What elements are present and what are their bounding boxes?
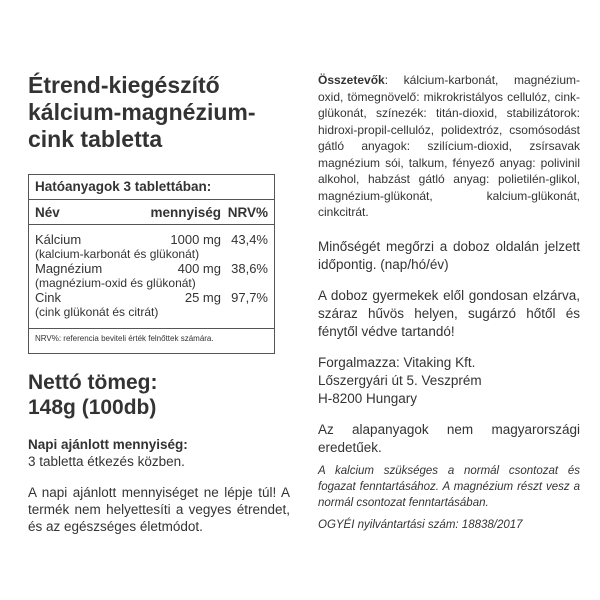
row-name: Cink [35, 290, 62, 305]
table-body [29, 225, 274, 329]
dosage-heading: Napi ajánlott mennyiség: [28, 437, 188, 452]
column-name: Név [35, 204, 60, 220]
distributor-line: Lőszergyári út 5. Veszprém [318, 372, 482, 388]
net-weight-label: Nettó tömeg: [28, 371, 158, 394]
product-title-line-1: Étrend-kiegészítő [28, 72, 220, 98]
row-nrv: 43,4% [231, 232, 268, 247]
column-nrv: NRV% [227, 204, 268, 220]
table-heading: Hatóanyagok 3 tablettában: [29, 175, 274, 200]
table-row [35, 261, 268, 290]
active-ingredients-table [28, 174, 275, 354]
row-note: (magnézium-oxid és glükonát) [35, 276, 196, 290]
best-before: Minőségét megőrzi a doboz oldalán jelzett időpontig. (nap/hó/év) [318, 238, 580, 272]
row-amount: 25 mg [184, 290, 221, 305]
health-claim: A kalcium szükséges a normál csontozat és fogazat fenntartásához. A magnézium részt vesz a normál csontozat fenntartásában. [318, 464, 580, 509]
ingredients [318, 72, 580, 221]
registration-number: OGYÉI nyilvántartási szám: 18838/2017 [318, 518, 523, 531]
product-title-line-3: cink tabletta [28, 126, 163, 152]
product-title-block [28, 72, 290, 153]
row-amount: 1000 mg [170, 232, 221, 247]
product-title-line-2: kálcium-magnézium- [28, 99, 256, 125]
row-nrv: 38,6% [231, 261, 268, 276]
table-footnote: NRV%: referencia beviteli érték felnőttek számára. [35, 334, 214, 343]
storage-instructions: A doboz gyermekek elől gondosan elzárva, száraz hűvös helyen, sugárzó hőtől és fénytől védve tartandó! [318, 287, 580, 339]
daily-dosage [28, 436, 188, 470]
table-row [35, 290, 268, 319]
dosage-warning: A napi ajánlott mennyiséget ne lépje túl! A termék nem helyettesíti a vegyes étrendet, és az egészséges életmódot. [28, 485, 290, 534]
net-weight [28, 370, 158, 420]
right-column [318, 72, 580, 533]
table-row [35, 232, 268, 261]
row-name: Magnézium [35, 261, 103, 276]
dosage-text: 3 tabletta étkezés közben. [28, 454, 185, 469]
row-name: Kálcium [35, 232, 82, 247]
ingredients-text: : kálcium-karbonát, magnézium-oxid, tömegnövelő: mikrokristályos cellulóz, cink-glükonát, színezék: titán-dioxid, stabilizátorok: hidroxi-propil-cellulóz, polidextróz, csomósodást gátló anyagok: szilícium-dioxid, zsírsavak magnézium sói, talkum, fényező anyag: polivinil alkohol, habzást gátló anyag: polietilén-glikol, magnézium-glükonát, kalcium-glükonát, cinkcitrát. [318, 73, 580, 219]
row-note: (kalcium-karbonát és glükonát) [35, 247, 200, 261]
net-weight-value: 148g (100db) [28, 396, 157, 419]
column-amount: mennyiség [150, 204, 221, 220]
row-amount: 400 mg [177, 261, 221, 276]
ingredients-label: Összetevők [318, 73, 385, 87]
table-column-headers [29, 200, 274, 225]
distributor-line: H-8200 Hungary [318, 390, 418, 406]
origin-note: Az alapanyagok nem magyarországi eredetűek. [318, 421, 580, 455]
distributor [318, 354, 580, 408]
distributor-line: Forgalmazza: Vitaking Kft. [318, 354, 476, 370]
row-note: (cink glükonát és citrát) [35, 305, 159, 319]
row-nrv: 97,7% [231, 290, 268, 305]
